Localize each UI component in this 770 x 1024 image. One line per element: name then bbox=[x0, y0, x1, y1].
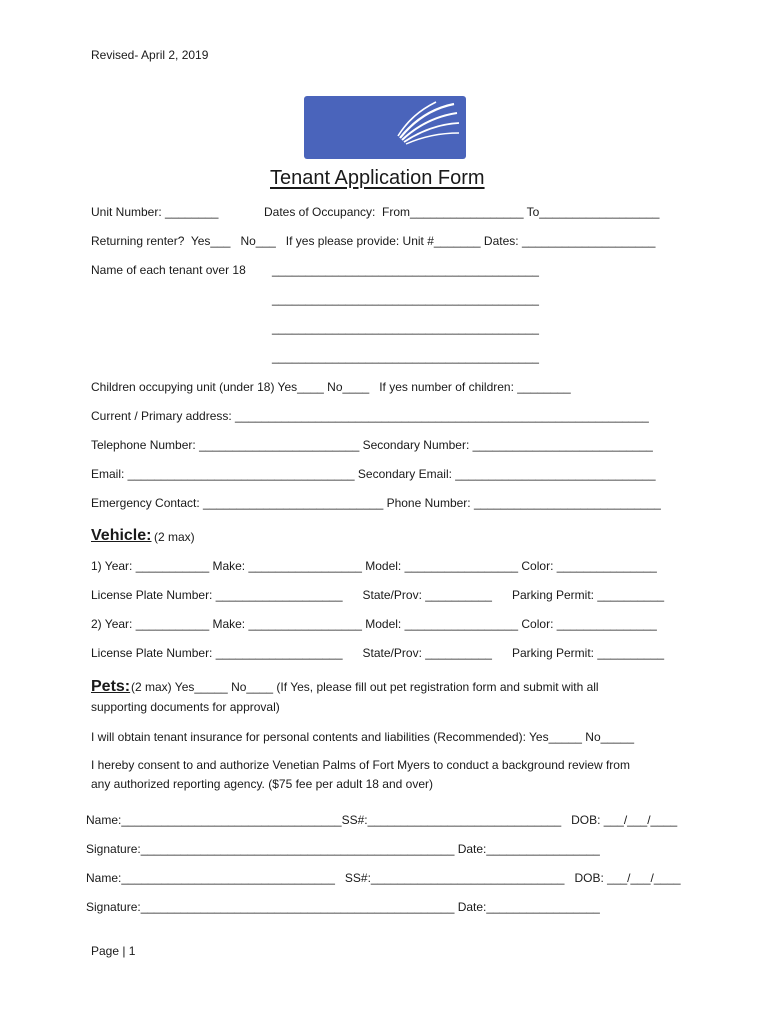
vehicle2-details-field[interactable]: 2) Year: ___________ Make: _________________ Model: _________________ Color: _______________ bbox=[91, 617, 657, 631]
email-field[interactable]: Email: __________________________________ Secondary Email: ______________________________ bbox=[91, 467, 656, 481]
applicant2-signature-field[interactable]: Signature:_______________________________________________ Date:_________________ bbox=[86, 900, 600, 914]
consent-text: I hereby consent to and authorize Venetian Palms of Fort Myers to conduct a background review from bbox=[91, 758, 630, 772]
dates-occupancy-field[interactable]: Dates of Occupancy: From_________________ To__________________ bbox=[264, 205, 660, 219]
revision-date: Revised- April 2, 2019 bbox=[91, 48, 209, 62]
tenant-names-label: Name of each tenant over 18 bbox=[91, 263, 246, 277]
telephone-field[interactable]: Telephone Number: ________________________ Secondary Number: ___________________________ bbox=[91, 438, 653, 452]
insurance-field[interactable]: I will obtain tenant insurance for personal contents and liabilities (Recommended): Yes_____ No_____ bbox=[91, 730, 635, 744]
vehicle1-details-field[interactable]: 1) Year: ___________ Make: _________________ Model: _________________ Color: _______________ bbox=[91, 559, 657, 573]
vehicle-max-note: (2 max) bbox=[154, 530, 195, 544]
emergency-contact-field[interactable]: Emergency Contact: ___________________________ Phone Number: ____________________________ bbox=[91, 496, 661, 510]
vehicle-heading: Vehicle: bbox=[91, 527, 152, 544]
vehicle2-plate-field[interactable]: License Plate Number: ___________________ State/Prov: __________ Parking Permit: __________ bbox=[91, 646, 665, 660]
palm-frond-icon bbox=[304, 96, 466, 159]
vehicle1-plate-field[interactable]: License Plate Number: ___________________ State/Prov: __________ Parking Permit: __________ bbox=[91, 588, 665, 602]
tenant-name-line[interactable]: ________________________________________ bbox=[272, 263, 539, 277]
page-number: Page | 1 bbox=[91, 944, 136, 958]
children-field[interactable]: Children occupying unit (under 18) Yes____ No____ If yes number of children: ________ bbox=[91, 380, 571, 394]
applicant1-name-field[interactable]: Name:_________________________________SS#:_____________________________ DOB: ___/___/____ bbox=[86, 813, 678, 827]
returning-renter-field[interactable]: Returning renter? Yes___ No___ If yes please provide: Unit #_______ Dates: ____________________ bbox=[91, 234, 656, 248]
form-title: Tenant Application Form bbox=[270, 167, 485, 189]
pets-heading: Pets: bbox=[91, 678, 131, 695]
address-field[interactable]: Current / Primary address: ______________________________________________________________ bbox=[91, 409, 649, 423]
pets-note: supporting documents for approval) bbox=[91, 700, 280, 714]
unit-number-field[interactable]: Unit Number: ________ bbox=[91, 205, 219, 219]
tenant-name-line[interactable]: ________________________________________ bbox=[272, 321, 539, 335]
pets-field[interactable]: (2 max) Yes_____ No____ (If Yes, please fill out pet registration form and submit with all bbox=[131, 680, 599, 694]
applicant2-name-field[interactable]: Name:________________________________ SS#:_____________________________ DOB: ___/___/____ bbox=[86, 871, 681, 885]
tenant-name-line[interactable]: ________________________________________ bbox=[272, 350, 539, 364]
tenant-name-line[interactable]: ________________________________________ bbox=[272, 292, 539, 306]
applicant1-signature-field[interactable]: Signature:_______________________________________________ Date:_________________ bbox=[86, 842, 600, 856]
consent-text-cont: any authorized reporting agency. ($75 fee per adult 18 and over) bbox=[91, 777, 433, 791]
venetian-palms-logo bbox=[304, 96, 466, 159]
